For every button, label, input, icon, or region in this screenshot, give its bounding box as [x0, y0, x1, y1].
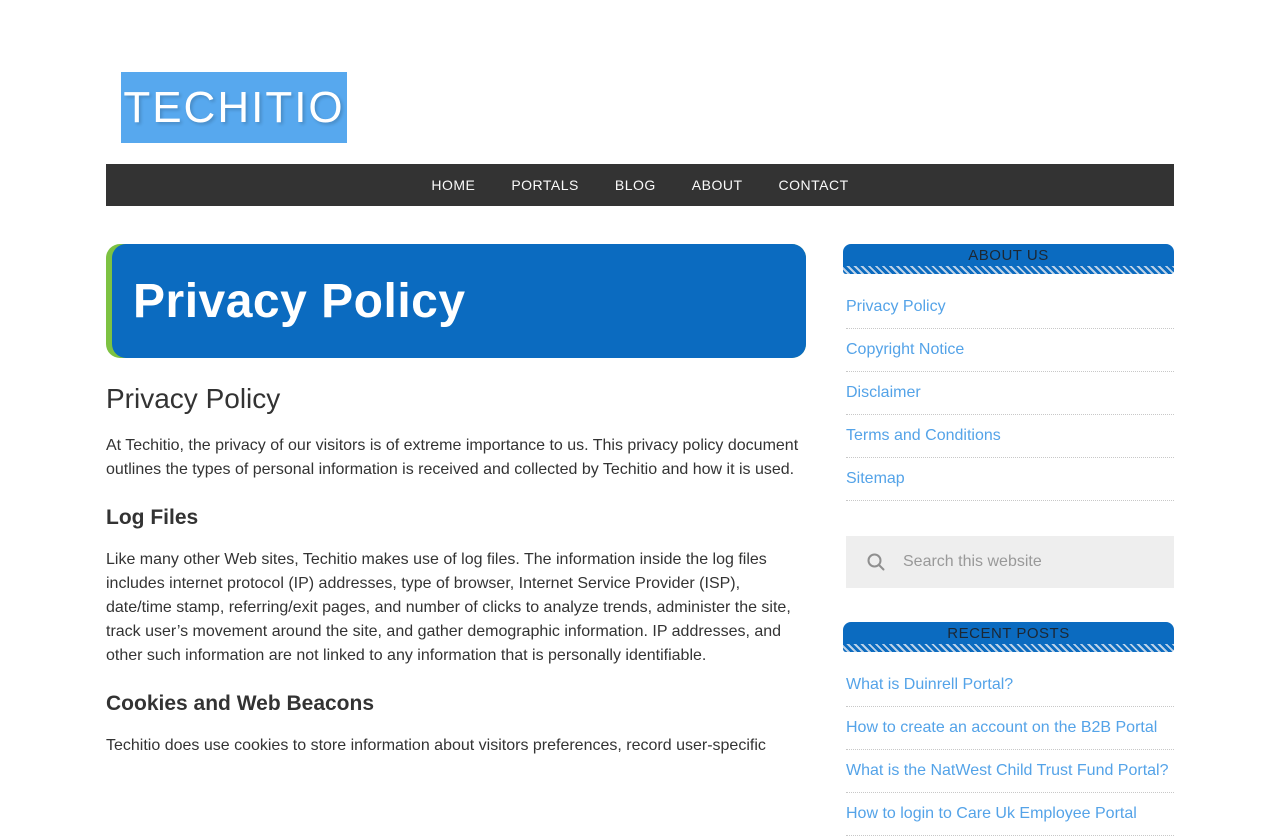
- nav-item-home[interactable]: HOME: [431, 177, 476, 193]
- list-item: [846, 415, 1174, 458]
- list-item: [846, 750, 1174, 793]
- search-icon: [866, 552, 886, 572]
- list-item: [846, 286, 1174, 329]
- recent-post-link-duinrell[interactable]: What is Duinrell Portal?: [846, 676, 1014, 693]
- nav-item-blog[interactable]: BLOG: [614, 177, 656, 193]
- about-us-title: ABOUT US: [968, 247, 1049, 264]
- privacy-policy-article: [106, 382, 806, 758]
- recent-posts-title-bar: [843, 622, 1174, 644]
- main-nav: [106, 164, 1174, 206]
- nav-item-portals[interactable]: PORTALS: [511, 177, 579, 193]
- about-us-link-list: [843, 286, 1174, 501]
- about-link-privacy-policy[interactable]: Privacy Policy: [846, 298, 946, 315]
- nav-item-about[interactable]: ABOUT: [691, 177, 743, 193]
- section-paragraph-log-files: Like many other Web sites, Techitio makes use of log files. The information inside the log files includes internet protocol (IP) addresses, type of browser, Internet Service Provider (ISP), date/time stamp, referring/exit pages, and number of clicks to analyze trends, administer the site, track user’s movement around the site, and gather demographic information. IP addresses, and other such information are not linked to any information that is personally identifiable.: [106, 550, 791, 664]
- search-input[interactable]: [886, 536, 1174, 588]
- article-intro-paragraph: At Techitio, the privacy of our visitors is of extreme importance to us. This privacy policy document outlines the types of personal information is received and collected by Techitio and how it is used.: [106, 436, 799, 478]
- hatch-divider: [843, 266, 1174, 274]
- page-container: [106, 0, 1174, 836]
- about-us-title-bar: [843, 244, 1174, 266]
- list-item: [846, 372, 1174, 415]
- section-paragraph-cookies: Techitio does use cookies to store information about visitors preferences, record user-specific: [106, 736, 766, 754]
- site-header: [106, 0, 1174, 143]
- nav-item-contact[interactable]: CONTACT: [778, 177, 849, 193]
- list-item: [846, 458, 1174, 501]
- list-item: [846, 329, 1174, 372]
- list-item: [846, 793, 1174, 836]
- recent-post-link-care-uk[interactable]: How to login to Care Uk Employee Portal: [846, 805, 1137, 822]
- list-item: [846, 707, 1174, 750]
- site-logo-text: TECHITIO: [123, 82, 345, 132]
- site-logo[interactable]: [121, 72, 347, 143]
- search-form: [846, 536, 1174, 588]
- recent-post-link-natwest[interactable]: What is the NatWest Child Trust Fund Portal?: [846, 762, 1169, 779]
- main-content: [106, 244, 806, 836]
- list-item: [846, 664, 1174, 707]
- recent-post-link-b2b[interactable]: How to create an account on the B2B Portal: [846, 719, 1158, 736]
- about-link-disclaimer[interactable]: Disclaimer: [846, 384, 921, 401]
- recent-posts-widget: [843, 622, 1174, 836]
- recent-posts-link-list: [843, 664, 1174, 836]
- hatch-divider: [843, 644, 1174, 652]
- page-title-banner-inner: [112, 244, 806, 358]
- search-box[interactable]: [846, 536, 1174, 588]
- recent-posts-title: RECENT POSTS: [947, 625, 1070, 642]
- about-link-copyright-notice[interactable]: Copyright Notice: [846, 341, 965, 358]
- section-heading-log-files: Log Files: [106, 505, 199, 529]
- sidebar: [843, 244, 1174, 836]
- about-us-widget: [843, 244, 1174, 501]
- article-heading: Privacy Policy: [106, 383, 281, 414]
- about-link-sitemap[interactable]: Sitemap: [846, 470, 905, 487]
- page-title: Privacy Policy: [133, 274, 466, 328]
- content-wrap: [106, 244, 1174, 836]
- about-link-terms-and-conditions[interactable]: Terms and Conditions: [846, 427, 1001, 444]
- page-title-banner: [106, 244, 806, 358]
- section-heading-cookies: Cookies and Web Beacons: [106, 691, 375, 715]
